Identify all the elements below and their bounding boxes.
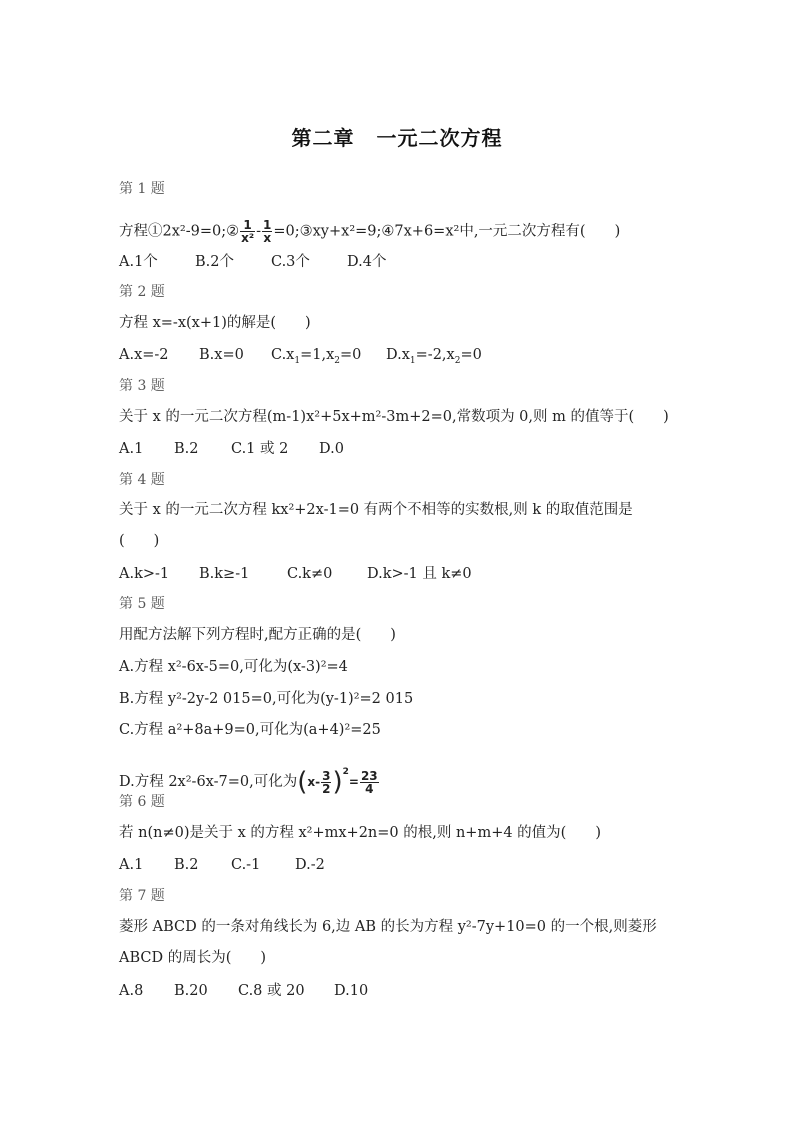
- q1-stem-part-a: 方程①2x²-9=0;②: [119, 223, 240, 240]
- question-2-header: 第 2 题: [119, 284, 165, 300]
- q5-option-d: [119, 762, 380, 795]
- question-6-options: [119, 855, 325, 875]
- chapter-title: [0, 122, 794, 151]
- q1-frac1-num: 1: [240, 219, 255, 232]
- question-3-options: [119, 439, 344, 459]
- q5-d-equals: =: [348, 775, 359, 789]
- question-6-header: 第 6 题: [119, 794, 165, 810]
- q5-d-rhs-num: 23: [360, 768, 378, 783]
- question-2-stem: 方程 x=-x(x+1)的解是( ): [119, 315, 311, 331]
- q6-option-c: C.-1: [231, 857, 261, 873]
- q2-c-pre: C.x: [271, 347, 295, 363]
- q2-d-sub1: 1: [409, 355, 416, 366]
- q1-minus: -: [256, 223, 262, 240]
- chapter-name: 一元二次方程: [376, 126, 503, 150]
- q3-option-d: D.0: [319, 441, 344, 457]
- q1-stem-part-b: =0;③xy+x²=9;④7x+6=x²中,一元二次方程有( ): [273, 223, 621, 240]
- q2-d-sub2: 2: [454, 355, 461, 366]
- question-4-options: [119, 564, 472, 584]
- question-5-stem: 用配方法解下列方程时,配方正确的是( ): [119, 627, 396, 643]
- q1-option-a: A.1个: [119, 254, 158, 270]
- question-1-header: 第 1 题: [119, 181, 165, 197]
- q2-option-b: B.x=0: [199, 347, 244, 363]
- q2-d-mid: =-2,x: [415, 347, 455, 363]
- q2-option-d: [386, 345, 482, 371]
- question-3-stem: 关于 x 的一元二次方程(m-1)x²+5x+m²-3m+2=0,常数项为 0,则 m 的值等于( ): [119, 409, 669, 425]
- question-5-header: 第 5 题: [119, 596, 165, 612]
- question-7-stem-line-2: ABCD 的周长为( ): [119, 950, 267, 966]
- q2-option-c: [271, 345, 386, 371]
- q5-d-rhs-den: 4: [365, 781, 374, 796]
- question-4-stem-line-2: ( ): [119, 533, 160, 549]
- q1-fraction-2: [262, 219, 272, 244]
- q6-option-a: A.1: [119, 857, 144, 873]
- question-1-stem: [119, 219, 620, 244]
- q5-d-prefix: D.方程 2x²-6x-7=0,可化为: [119, 774, 298, 790]
- q4-option-a: A.k>-1: [119, 566, 170, 582]
- q5-option-b: B.方程 y²-2y-2 015=0,可化为(y-1)²=2 015: [119, 691, 414, 707]
- q2-c-sub2: 2: [334, 355, 341, 366]
- question-1-options: [119, 252, 386, 272]
- question-6-stem: 若 n(n≠0)是关于 x 的方程 x²+mx+2n=0 的根,则 n+m+4 的值为( ): [119, 825, 601, 841]
- q7-option-c: C.8 或 20: [238, 983, 305, 999]
- q7-option-d: D.10: [334, 983, 369, 999]
- q1-frac1-den: x²: [241, 231, 255, 245]
- q2-c-mid: =1,x: [300, 347, 335, 363]
- q6-option-d: D.-2: [295, 857, 325, 873]
- q5-d-close-paren: ): [332, 767, 343, 797]
- question-7-options: [119, 981, 368, 1001]
- q7-option-b: B.20: [174, 983, 208, 999]
- q3-option-b: B.2: [174, 441, 199, 457]
- q3-option-c: C.1 或 2: [231, 441, 289, 457]
- q3-option-a: A.1: [119, 441, 144, 457]
- q2-d-post: =0: [460, 347, 482, 363]
- q2-c-sub1: 1: [294, 355, 301, 366]
- q5-option-c: C.方程 a²+8a+9=0,可化为(a+4)²=25: [119, 722, 381, 738]
- q5-d-fraction: [321, 770, 331, 795]
- q5-d-var: x-: [307, 775, 321, 789]
- q2-c-post: =0: [340, 347, 362, 363]
- question-3-header: 第 3 题: [119, 378, 165, 394]
- q2-option-a: A.x=-2: [119, 347, 169, 363]
- q1-frac2-num: 1: [263, 218, 272, 232]
- q1-option-c: C.3个: [271, 254, 310, 270]
- question-7-stem-line-1: 菱形 ABCD 的一条对角线长为 6,边 AB 的长为方程 y²-7y+10=0 的一个根,则菱形: [119, 919, 657, 935]
- chapter-number: 第二章: [291, 126, 355, 150]
- q1-fraction-1: [240, 219, 255, 244]
- question-2-options: [119, 345, 482, 371]
- q6-option-b: B.2: [174, 857, 199, 873]
- q5-d-frac-num: 3: [322, 768, 331, 783]
- q2-d-pre: D.x: [386, 347, 410, 363]
- question-7-header: 第 7 题: [119, 888, 165, 904]
- q5-d-rhs-fraction: [360, 770, 379, 795]
- q4-option-d: D.k>-1 且 k≠0: [367, 566, 472, 582]
- q5-d-frac-den: 2: [322, 781, 331, 796]
- q1-frac2-den: x: [263, 231, 272, 245]
- q4-option-c: C.k≠0: [287, 566, 333, 582]
- q4-option-b: B.k≥-1: [199, 566, 250, 582]
- q1-option-d: D.4个: [347, 254, 387, 270]
- q7-option-a: A.8: [119, 983, 144, 999]
- q1-option-b: B.2个: [195, 254, 234, 270]
- question-4-header: 第 4 题: [119, 472, 165, 488]
- q5-d-square: 2: [342, 767, 349, 777]
- q5-option-a: A.方程 x²-6x-5=0,可化为(x-3)²=4: [119, 659, 348, 675]
- q5-d-open-paren: (: [297, 767, 308, 797]
- question-4-stem-line-1: 关于 x 的一元二次方程 kx²+2x-1=0 有两个不相等的实数根,则 k 的取值范围是: [119, 502, 633, 518]
